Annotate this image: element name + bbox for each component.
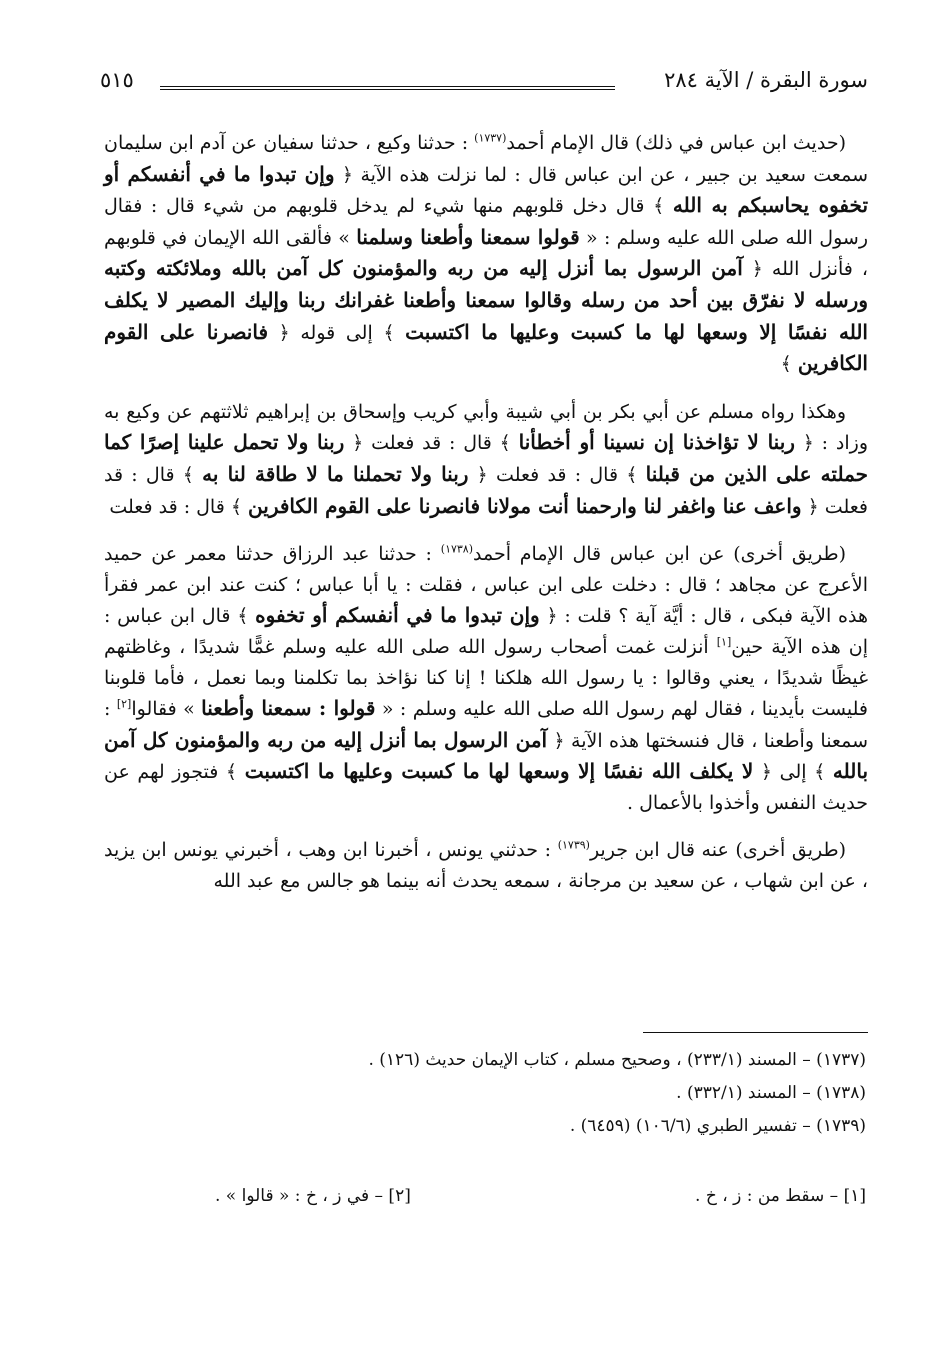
quran-verse: ربنا ولا تحمل علينا إصرًا كما حملته على الذين من قبلنا	[104, 430, 868, 486]
footnote-1739: (١٧٣٩) – تفسير الطبري (١٠٦/٦) (٦٤٥٩) .	[569, 1116, 866, 1136]
variant-note-1: [١] – سقط من : ز ، خ .	[695, 1186, 866, 1206]
quran-verse: واعف عنا واغفر لنا وارحمنا أنت مولانا فانصرنا على القوم الكافرين	[248, 493, 802, 518]
quran-verse: وإن تبدوا ما في أنفسكم أو تخفوه	[255, 603, 540, 628]
text-segment: ﴾ إلى ﴿	[753, 761, 833, 784]
variant-note-2: [٢] – في ز ، خ : « قالوا » .	[215, 1186, 411, 1206]
page-number: ٥١٥	[100, 68, 134, 92]
text-segment: ﴾ فتجوز لهم عن حديث النفس وأخذوا بالأعمال .	[104, 761, 868, 814]
header-rule	[160, 86, 615, 90]
text-segment: (حديث ابن عباس في ذلك) قال الإمام أحمد	[506, 132, 846, 154]
text-segment: ﴾ قال : قد فعلت	[109, 495, 249, 518]
quran-verse: آمن الرسول بما أنزل إليه من ربه والمؤمنون كل آمن بالله	[104, 727, 869, 784]
text-segment: ﴾ قال : قد فعلت ﴿	[468, 463, 646, 486]
text-segment: ﴾ قال : قد فعلت ﴿	[344, 432, 519, 455]
header-title: سورة البقرة / الآية ٢٨٤	[664, 68, 868, 92]
text-segment: » فألقى الله الإيمان في قلوبهم ، فأنزل الله ﴿	[104, 226, 868, 281]
text-segment: وهكذا رواه مسلم عن أبي بكر بن أبي شيبة وأبي كريب وإسحاق بن إبراهيم ثلاثتهم عن وكيع به وزاد : ﴿	[104, 400, 868, 455]
running-header	[100, 62, 868, 106]
text-segment: (طريق أخرى) عن ابن عباس قال الإمام أحمد	[473, 543, 846, 566]
footnote-ref: (١٧٣٩)	[557, 839, 590, 853]
quran-verse: ربنا لا تؤاخذنا إن نسينا أو أخطأنا	[518, 430, 795, 455]
text-segment: : سمعنا وأطعنا ، قال فنسختها هذه الآية ﴿	[104, 698, 868, 752]
text-segment: ﴾ إلى قوله ﴿	[268, 321, 406, 344]
footnotes	[166, 1044, 866, 1143]
paragraph	[104, 128, 868, 380]
quran-verse: آمن الرسول بما أنزل إليه من ربه والمؤمنون كل آمن بالله وملائكته وكتبه ورسله لا نفرّق بين أحد من رسله وقالوا سمعنا وأطعنا غفرانك ربنا وإليك المصير لا يكلف الله نفسًا إلا وسعها لها ما كسبت وعليها ما اكتسبت	[104, 256, 868, 344]
text-segment: (طريق أخرى) عنه قال ابن جرير	[589, 839, 847, 862]
paragraph	[104, 539, 868, 818]
footnote-ref: [٢]	[116, 697, 132, 711]
main-text	[104, 128, 868, 914]
footnote-ref: (١٧٣٨)	[440, 542, 473, 556]
quran-verse: ربنا ولا تحملنا ما لا طاقة لنا به	[202, 461, 469, 486]
footnote-ref: [١]	[716, 635, 732, 649]
paragraph	[104, 397, 868, 522]
text-segment: ﴾ قال دخل قلوبهم منها شيء لم يدخل قلوبهم من شيء قال : فقال رسول الله صلى الله عليه وسلم : «	[104, 195, 869, 249]
footnote-1737: (١٧٣٧) – المسند (٢٣٣/١) ، وصحيح مسلم ، كتاب الإيمان حديث (١٢٦) .	[368, 1050, 866, 1070]
text-segment: » فقالوا	[131, 698, 202, 721]
quran-verse: فانصرنا على القوم الكافرين	[104, 319, 868, 376]
paragraph	[104, 835, 868, 896]
text-segment: : حدثنا عبد الرزاق حدثنا معمر عن حميد الأعرج عن مجاهد ؛ قال : دخلت على ابن عباس ، فقلت : يا أبا عباس ؛ كنت عند ابن عمر فقرأ هذه الآية فبكى ، قال : أيَّة آية ؟ قلت : ﴿	[104, 543, 868, 628]
quran-verse: قولوا : سمعنا وأطعنا	[201, 696, 376, 721]
text-segment: أنزلت غمت أصحاب رسول الله صلى الله عليه وسلم غمًّا شديدًا ، وغاظتهم غيظًا شديدًا ، يعني وقالوا : يا رسول الله هلكنا ! إنا كنا نؤاخذ بما تكلمنا وبما نعمل ، فأما قلوبنا فليست بأيدينا ، فقال لهم رسول الله صلى الله عليه وسلم : «	[104, 635, 869, 721]
text-segment: : حدثنا وكيع ، حدثنا سفيان عن آدم ابن سليمان سمعت سعيد بن جبير ، عن ابن عباس قال : لما نزلت هذه الآية ﴿	[104, 132, 868, 186]
quran-verse: لا يكلف الله نفسًا إلا وسعها لها ما كسبت وعليها ما اكتسبت	[244, 759, 754, 784]
text-segment: : حدثني يونس ، أخبرنا ابن وهب ، أخبرني يونس ابن يزيد ، عن ابن شهاب ، عن سعيد بن مرجانة ، سمعه يحدث أنه بينما هو جالس مع عبد الله	[104, 839, 868, 893]
footnote-1738: (١٧٣٨) – المسند (٣٣٢/١) .	[676, 1083, 866, 1103]
text-segment: ﴾ قال : قد فعلت ﴿	[104, 463, 868, 518]
footnote-separator	[643, 1032, 868, 1033]
quran-verse: وإن تبدوا ما في أنفسكم أو تخفوه يحاسبكم به الله	[104, 161, 869, 218]
quran-verse: قولوا سمعنا وأطعنا وسلمنا	[356, 224, 580, 249]
text-segment: ﴾ قال ابن عباس : إن هذه الآية حين	[104, 605, 868, 658]
footnote-ref: (١٧٣٧)	[474, 131, 507, 145]
text-segment: ﴾	[780, 353, 798, 376]
